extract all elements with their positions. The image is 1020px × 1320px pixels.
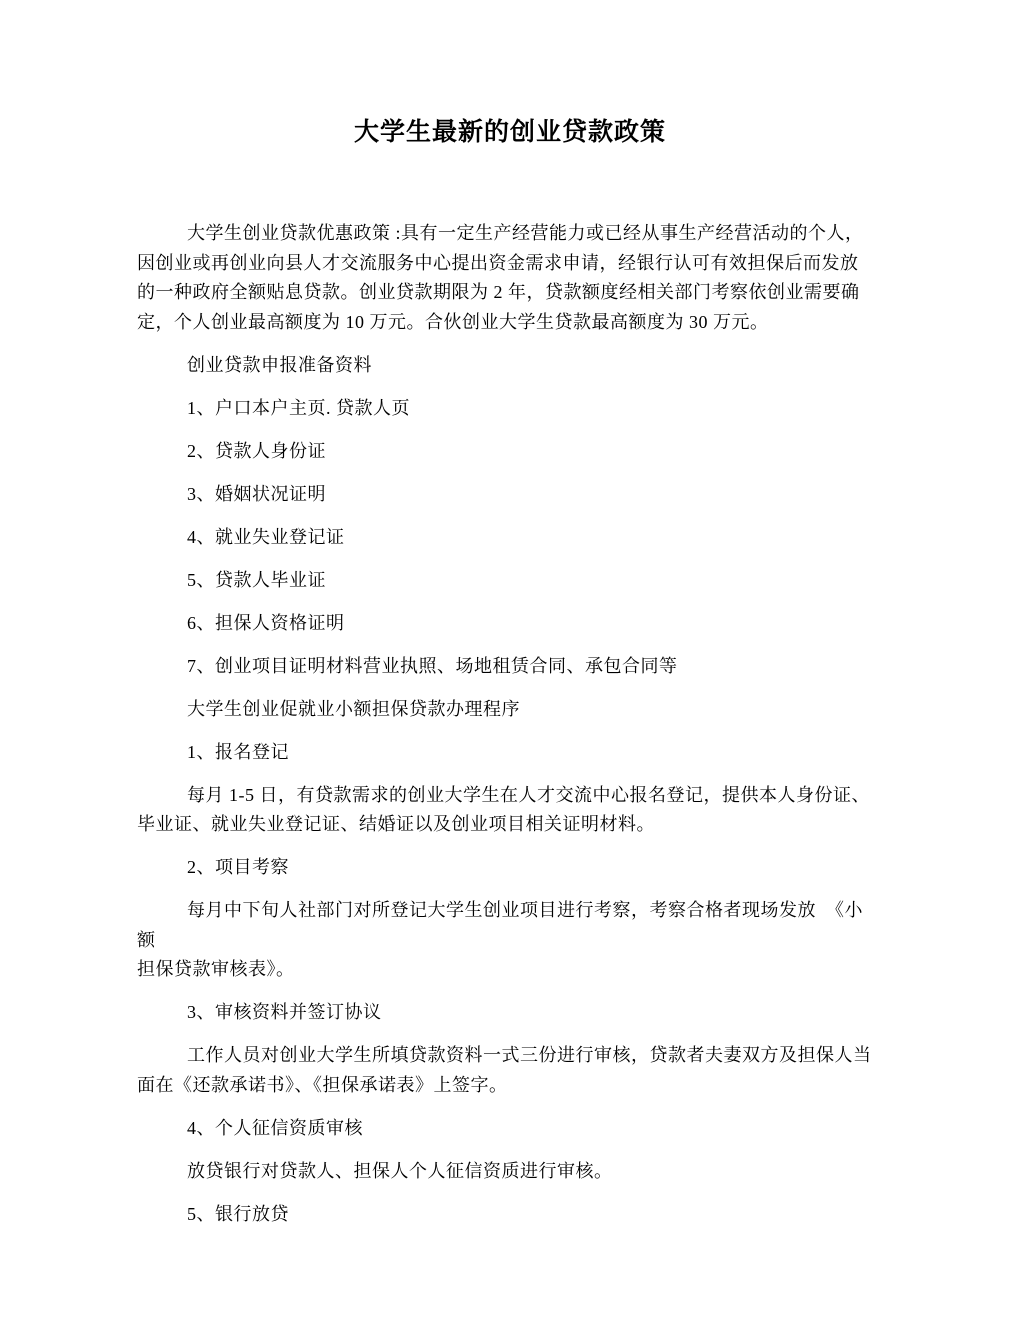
paragraph-line: 的一种政府全额贴息贷款。创业贷款期限为 2 年，贷款额度经相关部门考察依创业需要确 [137, 282, 860, 302]
paragraph [137, 351, 880, 381]
paragraph [137, 1200, 880, 1230]
paragraph-line: 1、户口本户主页. 贷款人页 [187, 397, 410, 418]
paragraph-line: 放贷银行对贷款人、担保人个人征信资质进行审核。 [187, 1160, 613, 1181]
paragraph-line: 7、创业项目证明材料营业执照、场地租赁合同、承包合同等 [187, 655, 678, 676]
paragraph [137, 738, 880, 768]
paragraph [137, 480, 880, 510]
paragraph [137, 394, 880, 424]
paragraph [137, 609, 880, 639]
document-body [0, 150, 1020, 1229]
paragraph-line: 5、银行放贷 [187, 1203, 289, 1224]
paragraph [137, 566, 880, 596]
paragraph [137, 437, 880, 467]
paragraph-line: 1、报名登记 [187, 741, 289, 762]
document-title: 大学生最新的创业贷款政策 [353, 119, 666, 146]
paragraph-line: 因创业或再创业向县人才交流服务中心提出资金需求申请，经银行认可有效担保后而发放 [137, 252, 859, 273]
paragraph [137, 853, 880, 883]
paragraph-line: 3、审核资料并签订协议 [187, 1002, 382, 1022]
paragraph [137, 998, 880, 1028]
paragraph-line: 大学生创业促就业小额担保贷款办理程序 [187, 698, 520, 719]
paragraph [137, 1157, 880, 1187]
paragraph [137, 695, 880, 725]
paragraph [137, 1041, 880, 1100]
paragraph-line: 定，个人创业最高额度为 10 万元。合伙创业大学生贷款最高额度为 30 万元。 [137, 311, 769, 332]
paragraph [137, 523, 880, 553]
paragraph-line: 2、贷款人身份证 [187, 440, 326, 461]
paragraph-line: 5、贷款人毕业证 [187, 569, 326, 590]
paragraph-line: 3、婚姻状况证明 [187, 483, 326, 504]
paragraph-line: 每月中下旬人社部门对所登记大学生创业项目进行考察，考察合格者现场发放 《小额 [137, 900, 863, 950]
paragraph [137, 652, 880, 682]
paragraph [137, 219, 880, 337]
paragraph-line: 每月 1-5 日，有贷款需求的创业大学生在人才交流中心报名登记，提供本人身份证、 [187, 784, 870, 805]
paragraph [137, 896, 880, 985]
paragraph-line: 4、个人征信资质审核 [187, 1117, 363, 1138]
paragraph-line: 创业贷款申报准备资料 [187, 354, 372, 375]
paragraph [137, 1114, 880, 1144]
paragraph-line: 2、项目考察 [187, 857, 289, 877]
paragraph [137, 781, 880, 840]
paragraph-line: 6、担保人资格证明 [187, 612, 345, 633]
paragraph-line: 面在《还款承诺书》、《担保承诺表》上签字。 [137, 1074, 508, 1095]
paragraph-line: 工作人员对创业大学生所填贷款资料一式三份进行审核，贷款者夫妻双方及担保人当 [187, 1045, 872, 1065]
paragraph-line: 大学生创业贷款优惠政策 :具有一定生产经营能力或已经从事生产经营活动的个人， [187, 223, 864, 243]
paragraph-line: 4、就业失业登记证 [187, 526, 345, 547]
paragraph-line: 毕业证、就业失业登记证、结婚证以及创业项目相关证明材料。 [137, 814, 655, 834]
paragraph-line: 担保贷款审核表》。 [137, 959, 295, 979]
